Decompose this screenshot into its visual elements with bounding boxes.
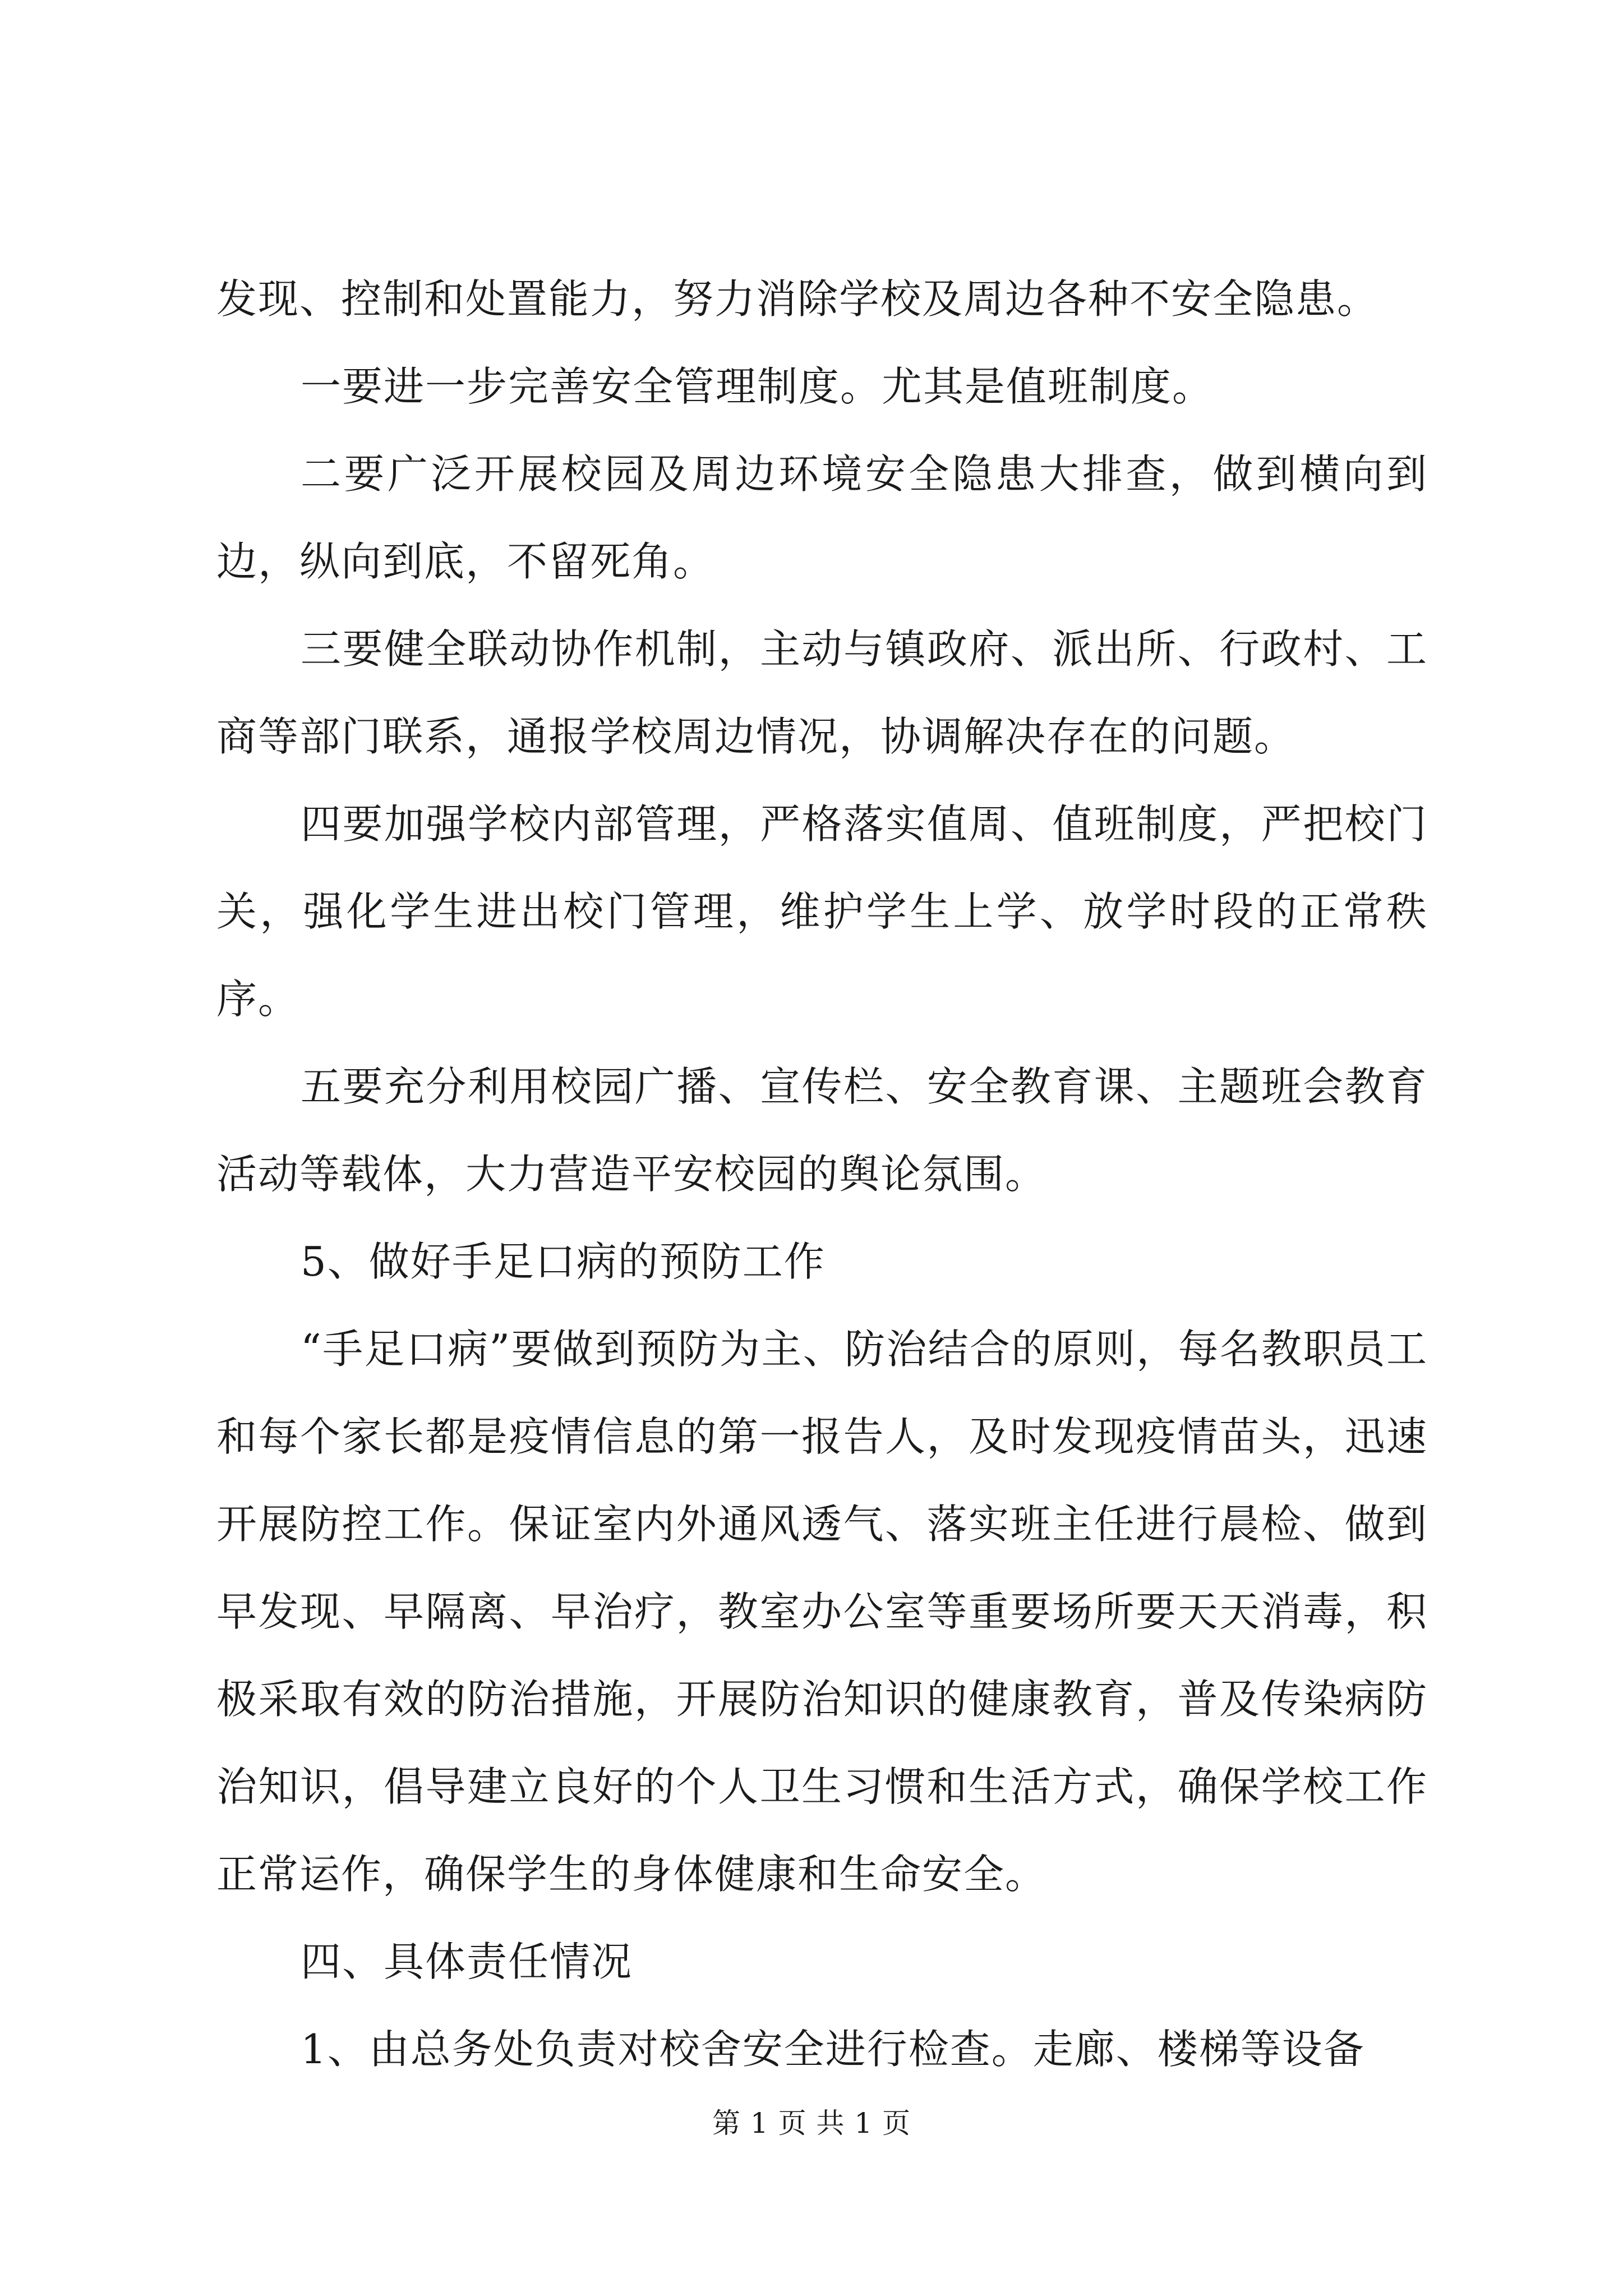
paragraph-item-one: 一要进一步完善安全管理制度。尤其是值班制度。 <box>301 363 1214 410</box>
paragraph-hfmd-prevention: “手足口病”要做到预防为主、防治结合的原则，每名教职员工和每个家长都是疫情信息的第一报告人，及时发现疫情苗头，迅速开展防控工作。保证室内外通风透气、落实班主任进行晨检、做到早发现、早隔离、早治疗，教室办公室等重要场所要天天消毒，积极采取有效的防治措施，开展防治知识的健康教育，普及传染病防治知识，倡导建立良好的个人卫生习惯和生活方式，确保学校工作正常运作，确保学生的身体健康和生命安全。 <box>216 1326 1428 1898</box>
page-number-footer: 第 1 页 共 1 页 <box>712 2107 911 2139</box>
section-heading-responsibilities: 四、具体责任情况 <box>301 1938 633 1985</box>
paragraph-item-two: 二要广泛开展校园及周边环境安全隐患大排查，做到横向到边，纵向到底，不留死角。 <box>216 450 1428 585</box>
section-heading-hfmd: 5、做好手足口病的预防工作 <box>301 1238 826 1285</box>
paragraph-item-three: 三要健全联动协作机制，主动与镇政府、派出所、行政村、工商等部门联系，通报学校周边情况，协调解决存在的问题。 <box>216 625 1428 760</box>
paragraph-item-four: 四要加强学校内部管理，严格落实值周、值班制度，严把校门关，强化学生进出校门管理，维护学生上学、放学时段的正常秩序。 <box>216 800 1428 1023</box>
paragraph-item-five: 五要充分利用校园广播、宣传栏、安全教育课、主题班会教育活动等载体，大力营造平安校园的舆论氛围。 <box>216 1063 1428 1198</box>
document-body <box>216 255 1428 2093</box>
paragraph-continuation: 发现、控制和处置能力，努力消除学校及周边各种不安全隐患。 <box>216 275 1379 323</box>
paragraph-responsibility-one: 1、由总务处负责对校舍安全进行检查。走廊、楼梯等设备 <box>301 2026 1365 2073</box>
